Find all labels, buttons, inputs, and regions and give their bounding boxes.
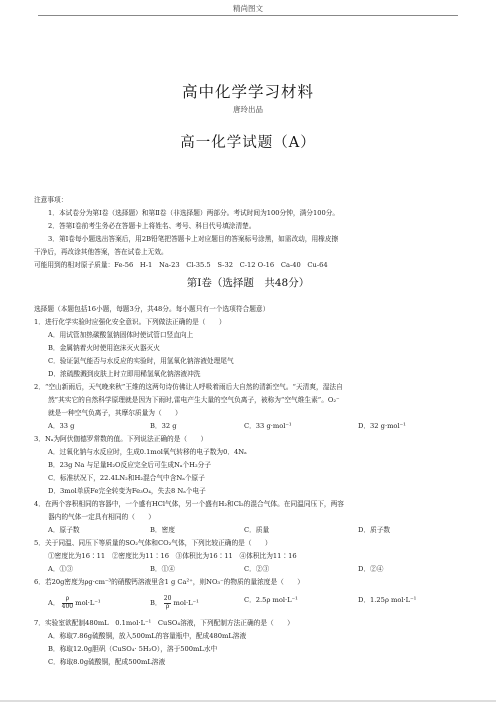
q7-stem: 7．实验室欲配制480mL 0.1mol·L⁻¹ CuSO₄溶液，下列配制方法正确的是（ ） <box>34 619 294 627</box>
q2-option-b: B．32 g <box>150 422 177 430</box>
note-2: 2．答第Ⅰ卷前考生务必在答题卡上将姓名、考号、科目代号填涂清楚。 <box>48 222 256 230</box>
document-title: 高中化学学习材料 <box>181 83 314 101</box>
q2-stem-line-3: 就是一种空气负离子，其摩尔质量为（ ） <box>48 409 182 417</box>
q7-option-b: B．称取12.0g胆矾（CuSO₄· 5H₂O），溶于500mL水中 <box>48 645 218 653</box>
q3-option-a: A．过氧化钠与水反应时，生成0.1mol氧气转移的电子数为0．4Nₐ <box>48 448 247 456</box>
q1-option-b: B．金属钠着火时使用泡沫灭火器灭火 <box>48 344 160 352</box>
q4-option-d: D．质子数 <box>358 526 391 534</box>
q6-option-a-numerator: ρ <box>62 596 73 604</box>
page-header-text: 精尚图文 <box>233 4 263 13</box>
q2-option-d: D．32 g·mol⁻¹ <box>358 422 406 430</box>
exam-title: 高一化学试题（A） <box>180 135 316 151</box>
q4-stem-line-1: 4．在两个容积相同的容器中，一个盛有HCl气体，另一个盛有H₂和Cl₂的混合气体。在同温同压下，两容 <box>34 500 344 508</box>
q4-option-b: B．密度 <box>150 526 175 534</box>
q6-option-b-denominator: ρ <box>165 602 170 610</box>
notes-heading: 注意事项： <box>34 196 68 204</box>
q6-option-b <box>150 596 199 610</box>
q3-option-b: B．23g Na 与足量H₂O反应完全后可生成Nₐ个H₂分子 <box>48 461 212 469</box>
q4-option-a: A．原子数 <box>48 526 80 534</box>
q2-stem-line-1: 2．“空山新雨后，天气晚来秋”王维的这两句诗仿佛让人呼吸着雨后大自然的清新空气。“天清爽，湿法自 <box>34 383 343 391</box>
q5-statements: ①密度比为16∶11 ②密度比为11∶16 ③体积比为16∶11 ④体积比为11∶16 <box>48 552 297 560</box>
q6-stem: 6．若20g密度为ρg·cm⁻³的硝酸钙溶液里含1 g Ca²⁺，则NO₃⁻的物质的量浓度是（ ） <box>34 578 304 586</box>
q6-option-b-label: B． <box>150 599 162 607</box>
section-1-intro: 选择题（本题包括16小题，每题3分，共48分。每小题只有一个选项符合题意） <box>34 305 270 313</box>
q3-option-c: C．标准状况下，22.4LN₂和H₂混合气中含Nₐ个原子 <box>48 474 205 482</box>
q3-stem: 3．Nₐ为阿伏伽德罗常数的值。下列说法正确的是（ ） <box>34 435 208 443</box>
note-1: 1．本试卷分为第Ⅰ卷（选择题）和第Ⅱ卷（非选择题）两部分。考试时间为100分钟，满分100分。 <box>48 209 340 217</box>
q5-option-c: C．②③ <box>244 565 270 573</box>
q1-option-c: C．验证氯气能否与水反应的实验时，用氢氧化钠溶液处理尾气 <box>48 357 234 365</box>
q4-option-c: C．质量 <box>244 526 270 534</box>
q6-option-b-numerator: 20 <box>163 595 172 602</box>
q4-stem-line-2: 器内的气体一定具有相同的（ ） <box>48 513 155 521</box>
q5-option-d: D．②④ <box>358 565 384 573</box>
q6-option-a-fraction <box>62 596 73 610</box>
q6-option-c: C．2.5ρ mol·L⁻¹ <box>244 596 298 604</box>
note-3-line-1: 3．第Ⅰ卷每小题选出答案后，用2B铅笔把答题卡上对应题目的答案标号涂黑，如需改动，用橡皮擦 <box>48 235 339 243</box>
q2-option-c: C．33 g·mol⁻¹ <box>244 422 292 430</box>
q6-option-a-denominator: 400 <box>61 602 74 610</box>
q6-option-a-unit: mol·L⁻¹ <box>75 599 101 607</box>
q5-stem: 5．关于同温、同压下等质量的SO₂气体和CO₂气体，下列比较正确的是（ ） <box>34 539 272 547</box>
q5-option-b: B．①④ <box>150 565 175 573</box>
q6-option-b-fraction <box>164 596 172 610</box>
header-divider <box>38 15 458 16</box>
q1-option-a: A．用试管加热碳酸氢钠固体时使试管口竖直向上 <box>48 331 194 339</box>
document-subtitle: 唐玲出品 <box>233 105 263 114</box>
q3-option-d: D．3mol单质Fe完全转变为Fe₃O₄，失去8 Nₐ个电子 <box>48 487 206 495</box>
q6-option-d: D．1.25ρ mol·L⁻¹ <box>358 596 417 604</box>
q7-option-a: A．称取7.86g硫酸铜，放入500mL的容量瓶中，配成480mL溶液 <box>48 632 247 640</box>
q1-option-d: D．浓硫酸溅到皮肤上时立即用稀氢氧化钠溶液冲洗 <box>48 370 201 378</box>
q2-option-a: A．33 g <box>48 422 75 430</box>
q7-option-c: C．称取8.0g硫酸铜，配成500mL溶液 <box>48 658 166 666</box>
q1-stem: 1．进行化学实验时应强化安全意识。下列做法正确的是（ ） <box>34 318 226 326</box>
q6-option-a <box>48 596 101 610</box>
atomic-mass-line: 可能用到的相对原子质量：Fe-56 H-1 Na-23 Cl-35.5 S-32 C-12 O-16 Ca-40 Cu-64 <box>34 261 328 269</box>
q5-option-a: A．①③ <box>48 565 73 573</box>
note-3-line-2: 干净后，再改涂其他答案，答在试卷上无效。 <box>34 248 168 256</box>
q6-option-a-label: A． <box>48 599 60 607</box>
q2-stem-line-2: 然”其实它的自然科学原理就是因为下雨时,雷电产生大量的空气负离子，被称为“空气维生素”。O₂⁻ <box>48 396 340 404</box>
q6-option-b-unit: mol·L⁻¹ <box>173 599 199 607</box>
section-1-title: 第Ⅰ卷（选择题 共48分） <box>186 277 310 289</box>
